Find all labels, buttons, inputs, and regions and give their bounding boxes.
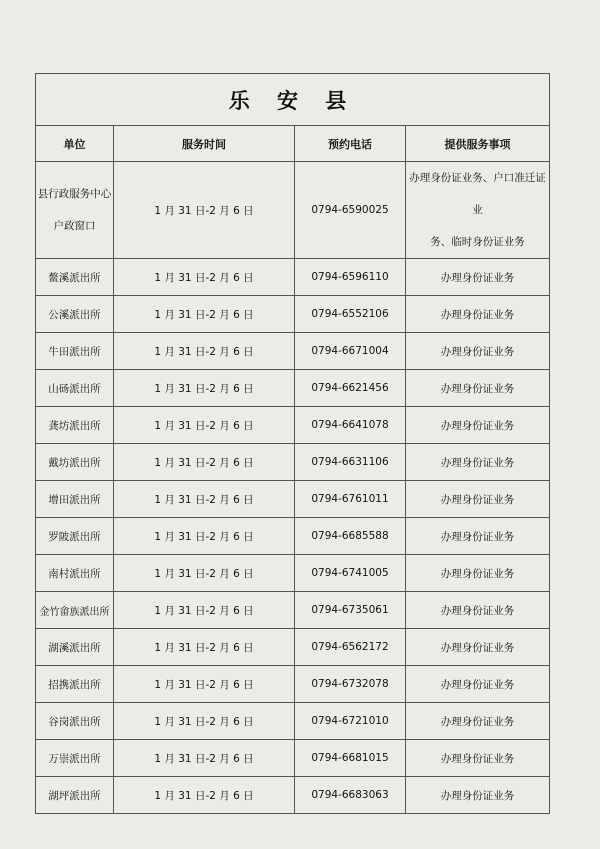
table-row bbox=[36, 740, 550, 777]
unit-line-1: 县行政服务中心 bbox=[37, 188, 112, 200]
service-cell: 办理身份证业务 bbox=[406, 555, 550, 592]
time-cell: 1 月 31 日-2 月 6 日 bbox=[114, 333, 295, 370]
time-cell: 1 月 31 日-2 月 6 日 bbox=[114, 629, 295, 666]
service-cell: 办理身份证业务 bbox=[406, 592, 550, 629]
unit-cell: 招携派出所 bbox=[36, 666, 114, 703]
phone-cell: 0794-6552106 bbox=[295, 296, 406, 333]
header-phone: 预约电话 bbox=[295, 126, 406, 162]
time-cell: 1 月 31 日-2 月 6 日 bbox=[114, 259, 295, 296]
service-cell: 办理身份证业务 bbox=[406, 740, 550, 777]
phone-cell: 0794-6681015 bbox=[295, 740, 406, 777]
table-row bbox=[36, 629, 550, 666]
service-cell bbox=[406, 162, 550, 259]
service-schedule-sheet bbox=[35, 73, 549, 814]
time-cell: 1 月 31 日-2 月 6 日 bbox=[114, 370, 295, 407]
header-time: 服务时间 bbox=[114, 126, 295, 162]
unit-cell bbox=[36, 162, 114, 259]
unit-cell: 南村派出所 bbox=[36, 555, 114, 592]
unit-cell: 鳌溪派出所 bbox=[36, 259, 114, 296]
unit-line-2: 户政窗口 bbox=[53, 220, 96, 232]
time-cell: 1 月 31 日-2 月 6 日 bbox=[114, 407, 295, 444]
time-cell: 1 月 31 日-2 月 6 日 bbox=[114, 740, 295, 777]
service-cell: 办理身份证业务 bbox=[406, 777, 550, 814]
unit-cell: 牛田派出所 bbox=[36, 333, 114, 370]
phone-cell: 0794-6641078 bbox=[295, 407, 406, 444]
unit-cell: 龚坊派出所 bbox=[36, 407, 114, 444]
table-row bbox=[36, 666, 550, 703]
table-row bbox=[36, 162, 550, 259]
phone-cell: 0794-6596110 bbox=[295, 259, 406, 296]
service-cell: 办理身份证业务 bbox=[406, 518, 550, 555]
service-cell: 办理身份证业务 bbox=[406, 666, 550, 703]
unit-cell: 湖溪派出所 bbox=[36, 629, 114, 666]
unit-cell: 湖坪派出所 bbox=[36, 777, 114, 814]
time-cell: 1 月 31 日-2 月 6 日 bbox=[114, 703, 295, 740]
phone-cell: 0794-6631106 bbox=[295, 444, 406, 481]
header-unit: 单位 bbox=[36, 126, 114, 162]
service-line-1: 办理身份证业务、户口准迁证业 bbox=[409, 172, 546, 216]
service-cell: 办理身份证业务 bbox=[406, 333, 550, 370]
unit-cell: 谷岗派出所 bbox=[36, 703, 114, 740]
service-cell: 办理身份证业务 bbox=[406, 481, 550, 518]
phone-cell: 0794-6721010 bbox=[295, 703, 406, 740]
unit-cell: 山砀派出所 bbox=[36, 370, 114, 407]
title-row bbox=[36, 74, 550, 126]
phone-cell: 0794-6761011 bbox=[295, 481, 406, 518]
service-cell: 办理身份证业务 bbox=[406, 370, 550, 407]
phone-cell: 0794-6621456 bbox=[295, 370, 406, 407]
phone-cell: 0794-6590025 bbox=[295, 162, 406, 259]
time-cell: 1 月 31 日-2 月 6 日 bbox=[114, 518, 295, 555]
header-row bbox=[36, 126, 550, 162]
table-row bbox=[36, 481, 550, 518]
unit-cell: 戴坊派出所 bbox=[36, 444, 114, 481]
unit-cell: 万崇派出所 bbox=[36, 740, 114, 777]
unit-cell: 增田派出所 bbox=[36, 481, 114, 518]
table-row bbox=[36, 333, 550, 370]
table-row bbox=[36, 370, 550, 407]
unit-cell: 金竹畲族派出所 bbox=[36, 592, 114, 629]
time-cell: 1 月 31 日-2 月 6 日 bbox=[114, 666, 295, 703]
service-cell: 办理身份证业务 bbox=[406, 259, 550, 296]
table-row bbox=[36, 296, 550, 333]
table-row bbox=[36, 444, 550, 481]
table-row bbox=[36, 703, 550, 740]
time-cell: 1 月 31 日-2 月 6 日 bbox=[114, 162, 295, 259]
phone-cell: 0794-6685588 bbox=[295, 518, 406, 555]
phone-cell: 0794-6741005 bbox=[295, 555, 406, 592]
service-cell: 办理身份证业务 bbox=[406, 296, 550, 333]
phone-cell: 0794-6683063 bbox=[295, 777, 406, 814]
table-row bbox=[36, 592, 550, 629]
phone-cell: 0794-6562172 bbox=[295, 629, 406, 666]
table-row bbox=[36, 555, 550, 592]
service-cell: 办理身份证业务 bbox=[406, 444, 550, 481]
time-cell: 1 月 31 日-2 月 6 日 bbox=[114, 592, 295, 629]
time-cell: 1 月 31 日-2 月 6 日 bbox=[114, 555, 295, 592]
service-cell: 办理身份证业务 bbox=[406, 629, 550, 666]
table-row bbox=[36, 259, 550, 296]
table-title: 乐 安 县 bbox=[36, 74, 550, 126]
table-row bbox=[36, 407, 550, 444]
table-row bbox=[36, 777, 550, 814]
service-line-2: 务、临时身份证业务 bbox=[430, 236, 525, 248]
table-row bbox=[36, 518, 550, 555]
service-cell: 办理身份证业务 bbox=[406, 407, 550, 444]
header-service: 提供服务事项 bbox=[406, 126, 550, 162]
time-cell: 1 月 31 日-2 月 6 日 bbox=[114, 777, 295, 814]
service-schedule-table bbox=[35, 73, 550, 814]
time-cell: 1 月 31 日-2 月 6 日 bbox=[114, 481, 295, 518]
time-cell: 1 月 31 日-2 月 6 日 bbox=[114, 444, 295, 481]
time-cell: 1 月 31 日-2 月 6 日 bbox=[114, 296, 295, 333]
phone-cell: 0794-6671004 bbox=[295, 333, 406, 370]
unit-cell: 公溪派出所 bbox=[36, 296, 114, 333]
phone-cell: 0794-6732078 bbox=[295, 666, 406, 703]
unit-cell: 罗陂派出所 bbox=[36, 518, 114, 555]
service-cell: 办理身份证业务 bbox=[406, 703, 550, 740]
phone-cell: 0794-6735061 bbox=[295, 592, 406, 629]
